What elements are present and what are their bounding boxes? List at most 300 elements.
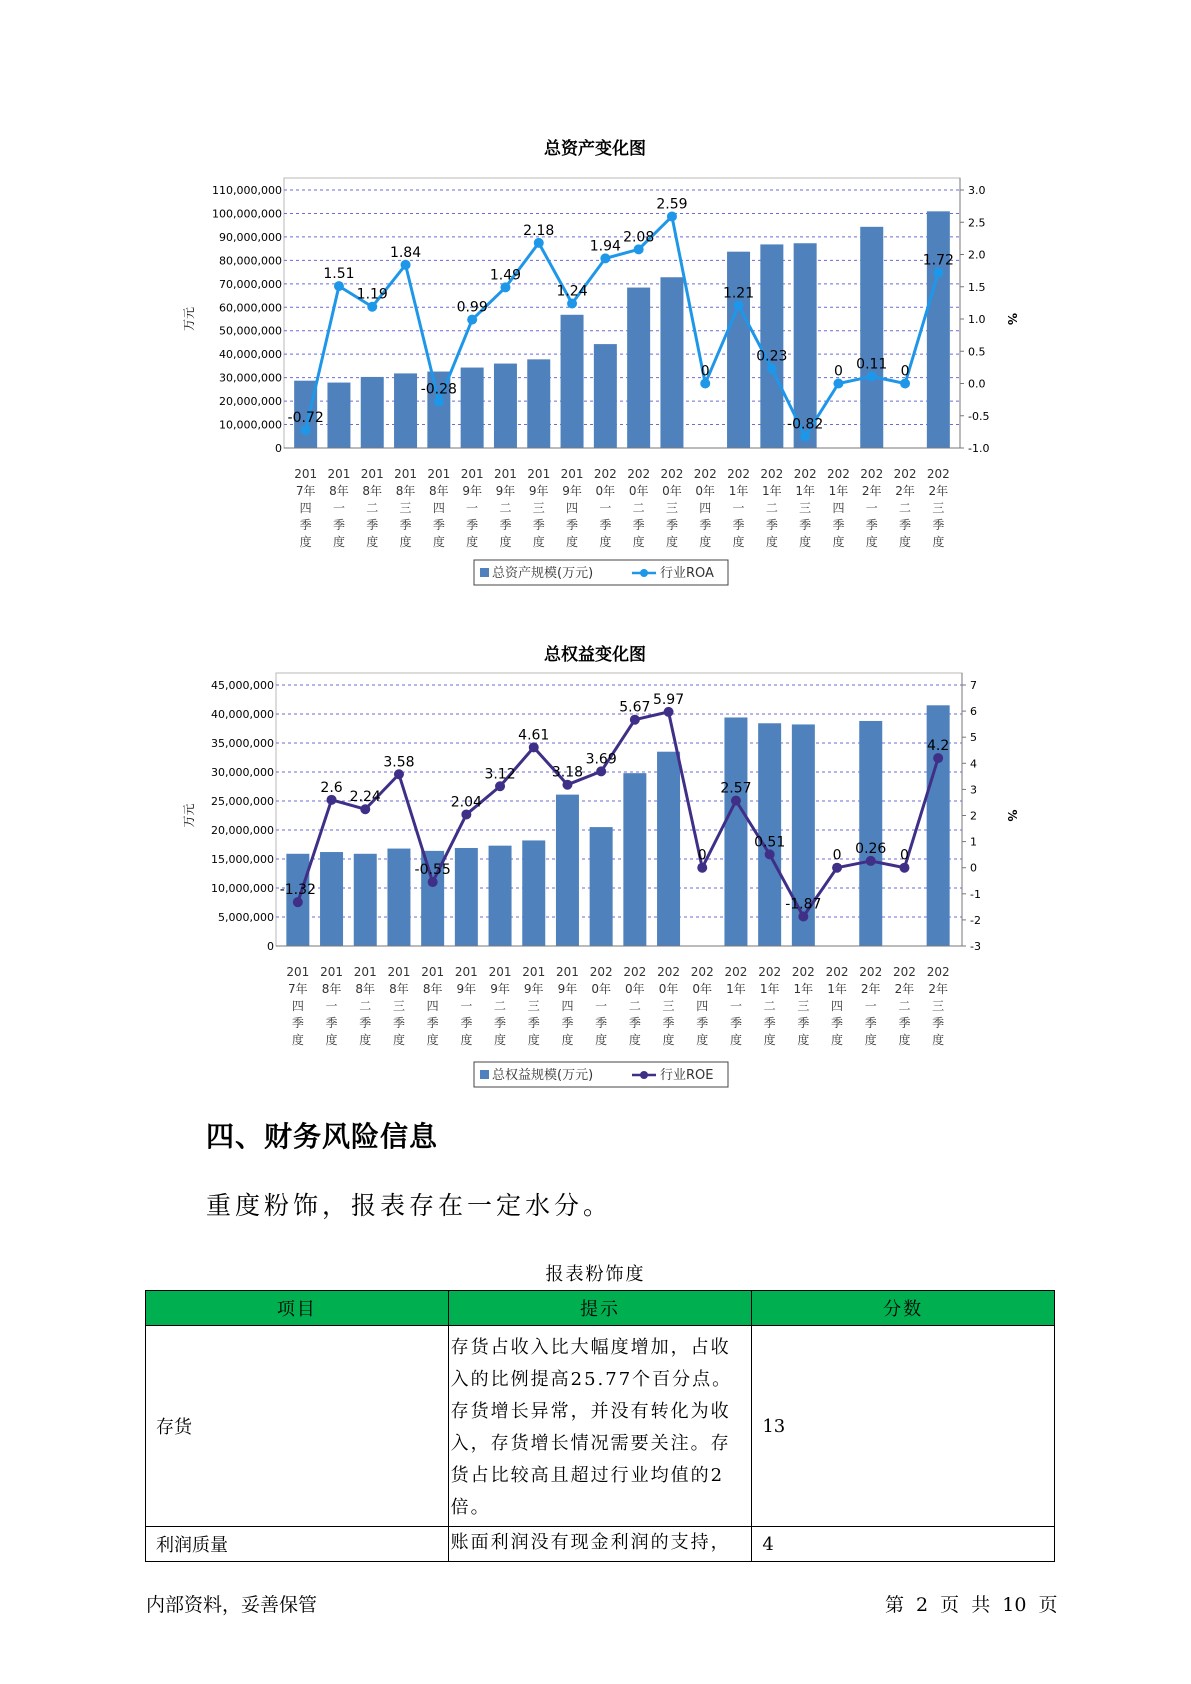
x-tick-label: 度 [932, 1033, 945, 1047]
x-tick-label: 202 [724, 965, 748, 979]
bar [320, 852, 343, 946]
legend-line-label: 行业ROA [660, 566, 714, 581]
x-tick-label: 一 [729, 999, 742, 1013]
x-tick-label: 季 [732, 518, 745, 532]
x-tick-label: 202 [926, 467, 950, 481]
x-tick-label: 201 [294, 467, 318, 481]
x-tick-label: 度 [291, 1033, 304, 1047]
line-point [867, 371, 877, 381]
x-tick-label: 季 [532, 518, 545, 532]
x-tick-label: 度 [699, 535, 712, 549]
x-tick-label: 201 [488, 965, 512, 979]
total-assets-chart [0, 130, 1191, 604]
x-tick-label: 度 [599, 535, 612, 549]
header-score: 分数 [752, 1291, 1055, 1326]
x-tick-label: 1年 [759, 982, 780, 996]
x-tick-label: 四 [561, 999, 574, 1013]
x-tick-label: 度 [864, 1033, 877, 1047]
x-tick-label: 季 [595, 1016, 608, 1030]
bar [354, 854, 377, 946]
x-tick-label: 0年 [595, 484, 616, 498]
legend-line-marker [640, 1071, 648, 1079]
line-point [634, 244, 644, 254]
x-tick-label: 202 [860, 467, 884, 481]
line-point [765, 849, 775, 859]
line-point [933, 268, 943, 278]
x-tick-label: 9年 [495, 484, 516, 498]
data-label: 4.2 [927, 738, 950, 755]
legend-line-marker [640, 569, 648, 577]
bar [394, 373, 417, 448]
x-tick-label: 201 [522, 965, 546, 979]
table-row [146, 1527, 1055, 1562]
y-tick-label: 90,000,000 [219, 230, 282, 244]
bar [859, 721, 882, 946]
bar [927, 211, 950, 448]
y2-tick-label: 3 [970, 783, 977, 797]
x-tick-label: 四 [299, 501, 312, 515]
legend [474, 560, 728, 585]
data-label: 1.19 [356, 286, 388, 303]
y-tick-label: 30,000,000 [219, 371, 282, 385]
y2-tick-label: 1 [970, 835, 977, 849]
x-tick-label: 季 [799, 518, 812, 532]
y-tick-label: 70,000,000 [219, 277, 282, 291]
y2-tick-label: 2.5 [968, 216, 986, 230]
y-tick-label: 20,000,000 [211, 824, 274, 837]
bar [522, 840, 545, 946]
legend [474, 1062, 728, 1087]
data-label: 0 [899, 847, 909, 864]
line-point [731, 796, 741, 806]
x-tick-label: 度 [696, 1033, 709, 1047]
x-tick-label: 二 [898, 999, 911, 1013]
x-tick-label: 季 [632, 518, 645, 532]
y-tick-label: 40,000,000 [211, 708, 274, 721]
x-tick-label: 2年 [894, 982, 915, 996]
bar [657, 752, 680, 946]
data-label: 1.51 [323, 266, 355, 283]
y2-tick-label: -3 [970, 940, 981, 953]
x-tick-label: 度 [494, 1033, 507, 1047]
line-point [866, 856, 876, 866]
x-tick-label: 季 [665, 518, 678, 532]
x-tick-label: 季 [432, 518, 445, 532]
data-label: 0 [900, 363, 910, 380]
y2-tick-label: -1.0 [968, 442, 990, 455]
x-tick-label: 度 [632, 535, 645, 549]
line-point [534, 238, 544, 248]
data-label: -1.32 [279, 882, 316, 899]
x-tick-label: 一 [332, 501, 345, 515]
y2-tick-label: 6 [970, 705, 977, 719]
y-tick-label: 10,000,000 [219, 418, 282, 432]
y-tick-label: 45,000,000 [211, 679, 274, 692]
line-point [495, 781, 505, 791]
x-tick-label: 二 [899, 501, 912, 515]
x-tick-label: 度 [392, 1033, 405, 1047]
x-tick-label: 8年 [355, 982, 376, 996]
row-score: 4 [752, 1527, 1055, 1562]
line-point [734, 300, 744, 310]
y2-tick-label: 2 [970, 809, 977, 823]
table-caption: 报表粉饰度 [545, 1264, 646, 1285]
x-tick-label: 度 [898, 1033, 911, 1047]
x-tick-label: 四 [426, 999, 439, 1013]
data-label: 1.21 [722, 285, 755, 302]
x-tick-label: 202 [791, 965, 815, 979]
x-tick-label: 度 [628, 1033, 641, 1047]
data-label: 5.67 [619, 699, 651, 716]
line-point [529, 742, 539, 752]
x-tick-label: 9年 [490, 982, 510, 996]
row-item: 存货 [146, 1326, 449, 1527]
line-point [394, 769, 404, 779]
x-tick-label: 季 [932, 518, 945, 532]
x-tick-label: 202 [589, 965, 613, 979]
y-tick-label: 50,000,000 [219, 324, 282, 338]
x-tick-label: 0年 [692, 982, 713, 996]
data-label: 0 [833, 363, 843, 380]
y-tick-label: 15,000,000 [211, 853, 274, 866]
data-label: 0 [697, 847, 707, 864]
legend-line-label: 行业ROE [660, 1068, 714, 1083]
x-tick-label: 1年 [795, 484, 815, 498]
x-tick-label: 二 [763, 999, 776, 1013]
line-point [767, 364, 777, 374]
line-point [700, 379, 710, 389]
y-axis-label: 万元 [182, 803, 196, 828]
x-tick-label: 1年 [827, 982, 847, 996]
x-tick-label: 201 [555, 965, 579, 979]
x-tick-label: 度 [662, 1033, 675, 1047]
x-tick-label: 0年 [625, 982, 645, 996]
x-tick-label: 202 [892, 965, 916, 979]
y-tick-label: 110,000,000 [212, 184, 282, 197]
y-tick-label: 60,000,000 [219, 301, 282, 315]
risk-table [145, 1290, 1055, 1562]
x-tick-label: 度 [460, 1033, 473, 1047]
x-tick-label: 9年 [557, 982, 578, 996]
line-point [833, 379, 843, 389]
x-tick-label: 8年 [422, 982, 443, 996]
row-score: 13 [752, 1326, 1055, 1527]
data-label: 1.49 [489, 267, 522, 284]
y-tick-label: 25,000,000 [211, 795, 274, 808]
line-point [562, 780, 572, 790]
data-label: 1.24 [556, 283, 588, 300]
x-tick-label: 度 [932, 535, 945, 549]
x-tick-label: 0年 [628, 484, 649, 498]
x-tick-label: 二 [366, 501, 379, 515]
bar [724, 717, 747, 946]
line-point [360, 804, 370, 814]
y2-tick-label: 1.5 [968, 280, 986, 294]
x-tick-label: 0年 [695, 484, 716, 498]
x-tick-label: 2年 [860, 982, 881, 996]
x-tick-label: 1年 [762, 484, 782, 498]
y-tick-label: 10,000,000 [211, 882, 274, 895]
y2-tick-label: 2.0 [968, 248, 986, 262]
y2-tick-label: 7 [970, 679, 977, 692]
data-label: -0.82 [787, 416, 824, 433]
data-label: 2.24 [349, 789, 381, 806]
line-point [500, 282, 510, 292]
x-tick-label: 二 [765, 501, 778, 515]
x-tick-label: 季 [566, 518, 579, 532]
x-tick-label: 201 [421, 965, 445, 979]
x-tick-label: 202 [926, 965, 950, 979]
x-tick-label: 季 [797, 1016, 810, 1030]
x-tick-label: 季 [832, 518, 845, 532]
x-tick-label: 季 [898, 1016, 911, 1030]
data-label: 3.12 [484, 766, 516, 783]
bar [494, 364, 517, 448]
y2-tick-label: 3.0 [968, 184, 986, 197]
x-tick-label: 度 [499, 535, 512, 549]
y2-tick-label: 1.0 [968, 313, 986, 326]
y2-axis-label: % [1005, 312, 1019, 326]
line-point [596, 766, 606, 776]
x-tick-label: 三 [662, 999, 675, 1013]
x-tick-label: 9年 [456, 982, 477, 996]
x-tick-label: 度 [527, 1033, 540, 1047]
x-tick-label: 一 [460, 999, 473, 1013]
x-tick-label: 0年 [662, 484, 682, 498]
x-tick-label: 度 [561, 1033, 574, 1047]
line-point [334, 281, 344, 291]
x-tick-label: 度 [763, 1033, 776, 1047]
x-tick-label: 一 [732, 501, 745, 515]
x-tick-label: 度 [359, 1033, 372, 1047]
row-hint: 账面利润没有现金利润的支持， [448, 1527, 752, 1562]
x-tick-label: 四 [566, 501, 579, 515]
x-tick-label: 季 [899, 518, 912, 532]
bar [556, 795, 579, 946]
x-tick-label: 四 [432, 501, 445, 515]
x-tick-label: 度 [831, 1033, 844, 1047]
line-point [630, 715, 640, 725]
x-tick-label: 度 [865, 535, 878, 549]
x-tick-label: 一 [864, 999, 877, 1013]
line-point [600, 253, 610, 263]
y2-tick-label: -2 [970, 913, 981, 927]
x-tick-label: 201 [320, 965, 344, 979]
line-point [664, 707, 674, 717]
header-hint: 提示 [448, 1291, 752, 1326]
bar [489, 846, 512, 946]
x-tick-label: 季 [831, 1016, 844, 1030]
x-tick-label: 度 [325, 1033, 338, 1047]
bar [860, 227, 883, 448]
x-tick-label: 季 [494, 1016, 507, 1030]
x-tick-label: 季 [628, 1016, 641, 1030]
data-label: 0.26 [855, 840, 887, 857]
x-tick-label: 季 [366, 518, 379, 532]
x-tick-label: 202 [627, 467, 651, 481]
bar [760, 244, 783, 448]
bar [627, 288, 650, 448]
x-tick-label: 0年 [658, 982, 679, 996]
y-tick-label: 0 [275, 442, 282, 455]
x-tick-label: 季 [763, 1016, 776, 1030]
x-tick-label: 0年 [591, 982, 611, 996]
bar [590, 827, 613, 946]
x-tick-label: 202 [826, 467, 850, 481]
y-axis-label: 万元 [182, 306, 196, 332]
x-tick-label: 202 [825, 965, 849, 979]
legend-bar-swatch [480, 568, 489, 577]
data-label: 1.84 [389, 244, 422, 261]
bar [361, 377, 384, 448]
line-point [667, 211, 677, 221]
x-tick-label: 202 [758, 965, 782, 979]
line-point [567, 299, 577, 309]
total-equity-chart-svg [0, 630, 1191, 1100]
x-tick-label: 季 [865, 518, 878, 532]
bar [594, 344, 617, 448]
x-tick-label: 1年 [726, 982, 746, 996]
x-tick-label: 8年 [321, 982, 342, 996]
data-label: 0 [700, 363, 710, 380]
x-tick-label: 202 [623, 965, 647, 979]
data-label: 2.6 [320, 779, 343, 796]
footer-page-number: 第 2 页 共 10 页 [885, 1594, 1058, 1616]
line-point [327, 795, 337, 805]
data-label: 3.69 [585, 751, 617, 768]
data-label: 0 [832, 847, 842, 864]
x-tick-label: 度 [366, 535, 379, 549]
x-tick-label: 季 [699, 518, 712, 532]
line-point [798, 912, 808, 922]
y2-tick-label: 0.5 [968, 345, 986, 359]
x-tick-label: 8年 [395, 484, 416, 498]
x-tick-label: 三 [932, 501, 945, 515]
x-tick-label: 季 [392, 1016, 405, 1030]
x-tick-label: 季 [729, 1016, 742, 1030]
x-tick-label: 四 [831, 999, 844, 1013]
x-tick-label: 季 [662, 1016, 675, 1030]
x-tick-label: 三 [932, 999, 945, 1013]
data-label: 2.59 [656, 196, 688, 213]
section-title: 四、财务风险信息 [206, 1120, 439, 1153]
y2-tick-label: 0 [970, 861, 977, 875]
x-tick-label: 202 [593, 467, 617, 481]
data-label: 1.94 [589, 238, 621, 255]
x-tick-label: 1年 [828, 484, 849, 498]
x-tick-label: 四 [699, 501, 712, 515]
data-label: 0.23 [756, 348, 788, 365]
data-label: -0.28 [420, 381, 457, 398]
x-tick-label: 一 [325, 999, 338, 1013]
x-tick-label: 度 [732, 535, 745, 549]
line-point [461, 809, 471, 819]
x-tick-label: 201 [394, 467, 418, 481]
x-tick-label: 201 [560, 467, 584, 481]
x-tick-label: 季 [460, 1016, 473, 1030]
line-point [401, 260, 411, 270]
x-tick-label: 季 [325, 1016, 338, 1030]
data-label: 4.61 [518, 727, 550, 744]
x-tick-label: 202 [859, 965, 883, 979]
x-tick-label: 9年 [523, 982, 544, 996]
x-tick-label: 9年 [528, 484, 549, 498]
x-tick-label: 三 [399, 501, 412, 515]
data-label: -1.87 [785, 896, 822, 913]
data-label: 0.11 [856, 356, 888, 373]
data-label: 3.58 [383, 754, 415, 771]
x-tick-label: 一 [599, 501, 612, 515]
y-tick-label: 35,000,000 [211, 737, 274, 750]
x-tick-label: 202 [657, 965, 681, 979]
legend-bar-swatch [480, 1070, 489, 1079]
row-hint: 存货占收入比大幅度增加，占收入的比例提高25.77个百分点。存货增长异常，并没有转化为收入，存货增长情况需要关注。存货占比较高且超过行业均值的2倍。 [448, 1326, 752, 1527]
line-point [467, 315, 477, 325]
x-tick-label: 一 [865, 501, 878, 515]
x-tick-label: 二 [628, 999, 641, 1013]
x-tick-label: 202 [893, 467, 917, 481]
x-tick-label: 度 [832, 535, 845, 549]
x-tick-label: 度 [797, 1033, 810, 1047]
x-tick-label: 季 [864, 1016, 877, 1030]
bar [561, 315, 584, 448]
x-tick-label: 2年 [861, 484, 882, 498]
y-tick-label: 0 [267, 940, 274, 953]
x-tick-label: 2年 [928, 982, 948, 996]
line-point [301, 425, 311, 435]
x-tick-label: 8年 [389, 982, 409, 996]
x-tick-label: 202 [793, 467, 817, 481]
x-tick-label: 度 [595, 1033, 608, 1047]
x-tick-label: 二 [499, 501, 512, 515]
data-label: 3.18 [551, 764, 584, 781]
bar [461, 368, 484, 448]
x-tick-label: 202 [660, 467, 684, 481]
x-tick-label: 7年 [295, 484, 316, 498]
footer-confidential: 内部资料，妥善保管 [146, 1594, 318, 1616]
x-tick-label: 度 [299, 535, 312, 549]
data-label: 2.18 [523, 222, 555, 239]
y-tick-label: 20,000,000 [219, 395, 282, 409]
x-tick-label: 季 [359, 1016, 372, 1030]
x-tick-label: 二 [359, 999, 372, 1013]
x-tick-label: 201 [327, 467, 351, 481]
x-tick-label: 一 [466, 501, 479, 515]
x-tick-label: 一 [595, 999, 608, 1013]
y2-tick-label: 4 [970, 757, 977, 771]
x-tick-label: 201 [427, 467, 451, 481]
line-point [293, 897, 303, 907]
x-tick-label: 季 [399, 518, 412, 532]
x-tick-label: 季 [332, 518, 345, 532]
x-tick-label: 度 [566, 535, 579, 549]
x-tick-label: 三 [799, 501, 812, 515]
x-tick-label: 季 [299, 518, 312, 532]
x-tick-label: 201 [454, 965, 478, 979]
line-point [832, 863, 842, 873]
data-label: -0.55 [414, 862, 451, 879]
legend-bar-label: 总权益规模(万元) [492, 1068, 594, 1083]
data-label: 2.08 [623, 229, 655, 246]
x-tick-label: 季 [527, 1016, 540, 1030]
x-tick-label: 三 [797, 999, 810, 1013]
line-point [697, 863, 707, 873]
x-tick-label: 度 [665, 535, 678, 549]
plot-frame [284, 178, 960, 448]
x-tick-label: 度 [729, 1033, 742, 1047]
x-tick-label: 1年 [793, 982, 814, 996]
x-tick-label: 四 [696, 999, 709, 1013]
